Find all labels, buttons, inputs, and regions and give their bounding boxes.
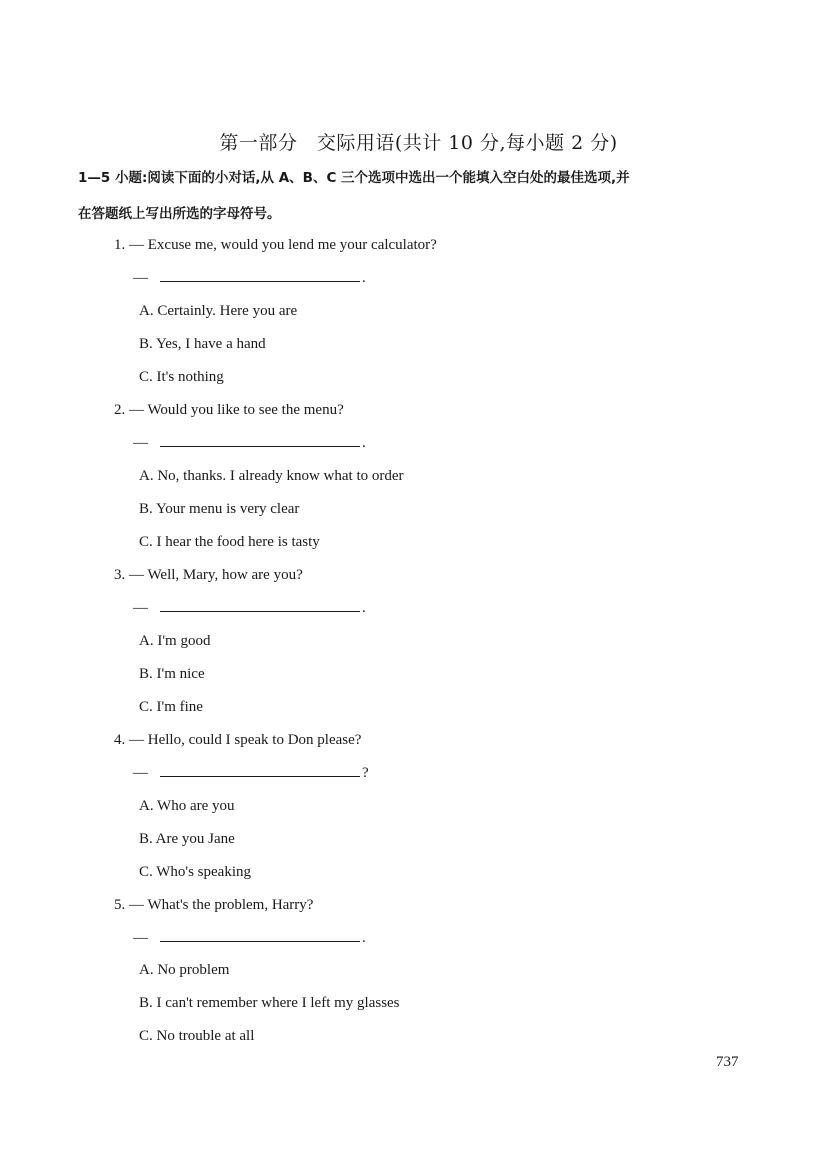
question-4-prompt: 4. — Hello, could I speak to Don please? xyxy=(114,732,362,748)
question-5-option-b: B. I can't remember where I left my glasses xyxy=(139,995,400,1011)
answer-dash: — xyxy=(133,765,148,781)
question-2-option-c: C. I hear the food here is tasty xyxy=(139,534,320,550)
question-1-answer-line xyxy=(133,269,366,287)
question-4-option-a: A. Who are you xyxy=(139,798,235,814)
question-2-answer-line xyxy=(133,434,366,452)
question-5-prompt: 5. — What's the problem, Harry? xyxy=(114,897,314,913)
question-1-option-a: A. Certainly. Here you are xyxy=(139,303,298,319)
answer-dash: — xyxy=(133,930,148,946)
answer-end-mark: . xyxy=(362,435,366,451)
question-3-option-a: A. I'm good xyxy=(139,633,211,649)
answer-end-mark: . xyxy=(362,270,366,286)
instruction-line-1: 1—5 小题:阅读下面的小对话,从 A、B、C 三个选项中选出一个能填入空白处的最佳选项,并 xyxy=(78,170,630,186)
answer-end-mark: . xyxy=(362,930,366,946)
question-3-option-b: B. I'm nice xyxy=(139,666,205,682)
question-1-option-b: B. Yes, I have a hand xyxy=(139,336,266,352)
answer-dash: — xyxy=(133,435,148,451)
answer-blank xyxy=(160,269,360,282)
answer-end-mark: ? xyxy=(362,765,369,781)
question-1-prompt: 1. — Excuse me, would you lend me your calculator? xyxy=(114,237,437,253)
answer-blank xyxy=(160,599,360,612)
question-5-option-c: C. No trouble at all xyxy=(139,1028,255,1044)
question-2-option-a: A. No, thanks. I already know what to order xyxy=(139,468,404,484)
page-title: 第一部分 交际用语(共计 10 分,每小题 2 分) xyxy=(219,132,618,154)
answer-blank xyxy=(160,764,360,777)
question-4-option-c: C. Who's speaking xyxy=(139,864,252,880)
instruction-line-2: 在答题纸上写出所选的字母符号。 xyxy=(78,206,281,222)
question-2-option-b: B. Your menu is very clear xyxy=(139,501,300,517)
question-3-option-c: C. I'm fine xyxy=(139,699,203,715)
question-4-option-b: B. Are you Jane xyxy=(139,831,235,847)
question-5-answer-line xyxy=(133,929,366,947)
question-4-answer-line xyxy=(133,764,369,782)
question-2-prompt: 2. — Would you like to see the menu? xyxy=(114,402,344,418)
answer-blank xyxy=(160,929,360,942)
question-3-prompt: 3. — Well, Mary, how are you? xyxy=(114,567,303,583)
page-number: 737 xyxy=(716,1054,739,1070)
answer-dash: — xyxy=(133,600,148,616)
answer-blank xyxy=(160,434,360,447)
answer-end-mark: . xyxy=(362,600,366,616)
question-5-option-a: A. No problem xyxy=(139,962,230,978)
answer-dash: — xyxy=(133,270,148,286)
question-3-answer-line xyxy=(133,599,366,617)
question-1-option-c: C. It's nothing xyxy=(139,369,224,385)
